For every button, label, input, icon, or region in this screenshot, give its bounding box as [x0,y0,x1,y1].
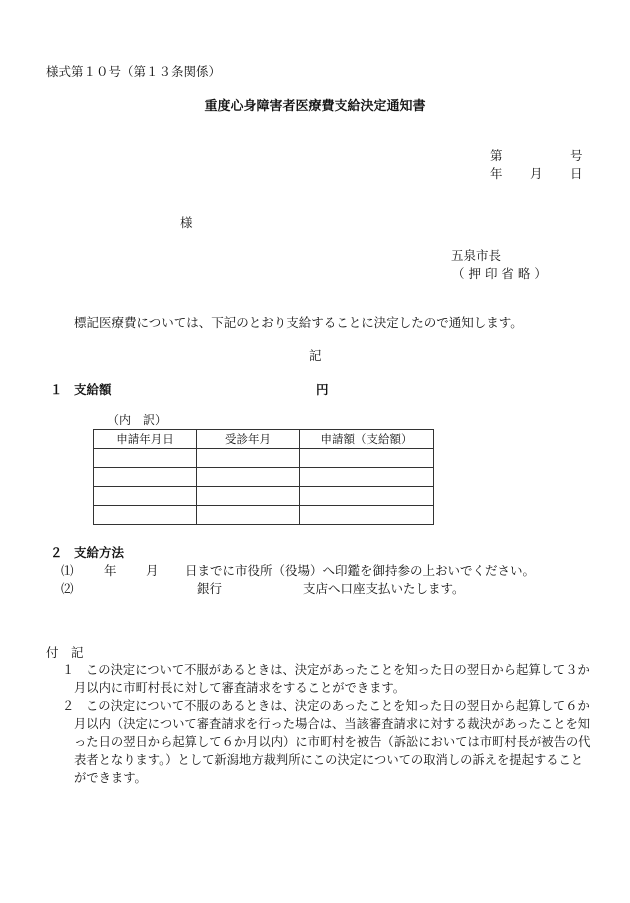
method-item2-marker: ⑵ [61,581,74,596]
table-cell [94,449,197,468]
table-cell [197,468,300,487]
table-cell [94,468,197,487]
table-cell [300,468,434,487]
table-cell [197,449,300,468]
note-item [62,697,592,787]
table-row [94,468,434,487]
date-month: 月 [530,166,543,181]
header-application-date: 申請年月日 [94,430,197,449]
table-cell [300,449,434,468]
note-number: ２ [62,699,75,713]
note-item [62,661,592,697]
note-text: この決定について不服があるときは、決定があったことを知った日の翌日から起算して３か月以内に市町村長に対して審査請求をすることができます。 [74,663,590,695]
header-applied-amount: 申請額（支給額） [300,430,434,449]
method-item1-marker: ⑴ [61,563,74,578]
section1-number: １ [50,382,63,397]
note-text: この決定について不服のあるときは、決定のあったことを知った日の翌日から起算して６か月以内（決定について審査請求を行った場合は、当該審査請求に対する裁決があったことを知った日の翌日から起算して６か月以内）に市町村を被告（訴訟においては市町村長が被告の代表者となります。）として新潟地方裁判所にこの決定についての取消しの訴えを提起することができます。 [74,699,591,785]
table-cell [197,487,300,506]
header-visit-month: 受診年月 [197,430,300,449]
date-day: 日 [570,166,583,181]
notes-heading: 付 記 [46,645,84,660]
method-item2-text: 支店へ口座支払いたします。 [303,581,465,596]
note-number: １ [62,663,75,677]
doc-number-dai: 第 [490,148,503,163]
table-cell [94,487,197,506]
method-item2-bank: 銀行 [197,581,223,596]
table-row [94,506,434,525]
method-item1-month: 月 [146,563,159,578]
amount-unit: 円 [316,382,329,397]
breakdown-caption: （内 訳） [107,413,168,427]
section1-heading: 支給額 [74,382,112,397]
table-cell [300,487,434,506]
table-header-row [94,430,434,449]
doc-number-go: 号 [570,148,583,163]
intro-text: 標記医療費については、下記のとおり支給することに決定したので通知します。 [74,315,523,330]
table-row [94,449,434,468]
method-item1-year: 年 [104,563,117,578]
issuer-name: 五泉市長 [451,248,502,263]
table-row [94,487,434,506]
section2-heading: 支給方法 [74,545,125,560]
table-cell [300,506,434,525]
section2-number: ２ [50,545,63,560]
seal-omitted-note: （ 押 印 省 略 ） [452,266,547,281]
ki-marker: 記 [309,348,322,363]
date-year: 年 [490,166,503,181]
addressee-suffix: 様 [180,215,193,230]
table-cell [197,506,300,525]
method-item1-text: 日までに市役所（役場）へ印鑑を御持参の上おいでください。 [185,563,536,578]
breakdown-table [93,429,434,525]
form-number: 様式第１０号（第１３条関係） [46,64,222,79]
document-title: 重度心身障害者医療費支給決定通知書 [204,99,426,114]
table-cell [94,506,197,525]
